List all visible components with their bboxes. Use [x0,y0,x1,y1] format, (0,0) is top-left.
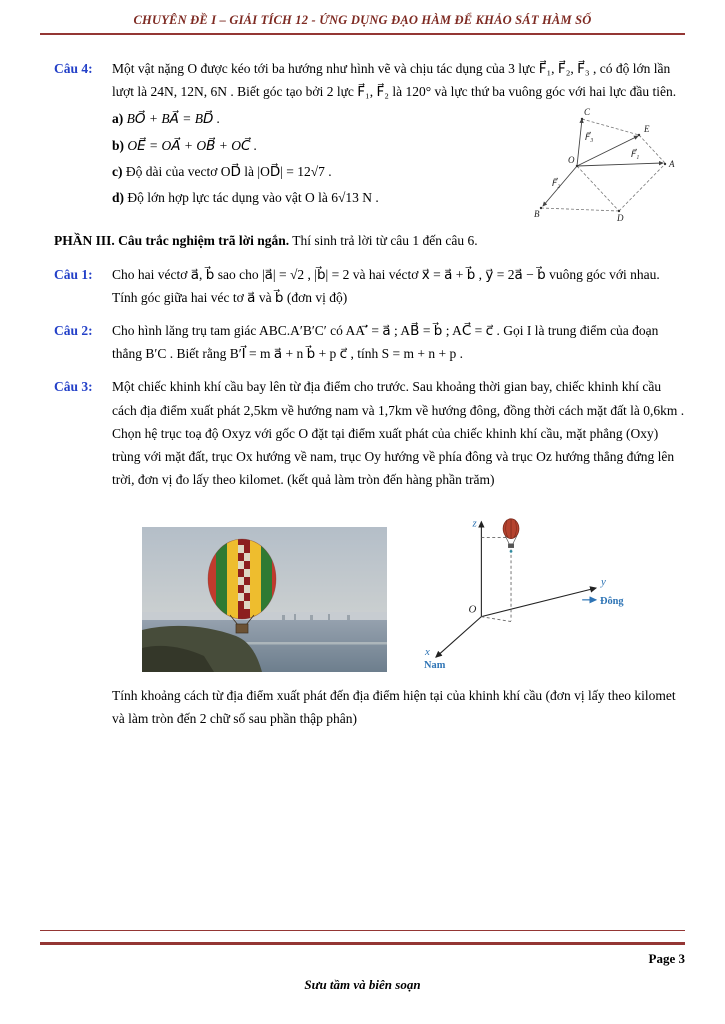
axis-z-label: z [472,517,477,530]
question-2 [40,319,685,365]
question-3-figures [142,502,685,672]
point-E-label: E [644,124,650,134]
option-c [112,160,492,183]
question-4-label: Câu 4: [54,61,93,76]
coordinate-axes-figure [393,502,633,672]
footer-divider-thick [40,942,685,945]
question-3 [40,375,685,730]
direction-east-label: Đông [599,595,624,607]
coordinate-axes-image [393,502,633,672]
option-d-text: Độ lớn hợp lực tác dụng vào vật O là 6√13 N . [127,190,379,206]
force-1-label: F⃗₁ [631,149,640,159]
page-number: Page 3 [648,951,685,966]
point-C-label: C [584,107,591,117]
option-c-label: c) [112,163,123,179]
page-header [0,0,725,35]
question-3-label: Câu 3: [54,379,93,395]
option-a-text: BO⃗ + BA⃗ = BD⃗ . [126,111,221,127]
point-D-label: D [617,213,624,223]
question-1 [40,263,685,309]
document-title: CHUYÊN ĐỀ I – GIẢI TÍCH 12 - ỨNG DỤNG ĐẠO HÀM ĐỂ KHẢO SÁT HÀM SỐ [133,13,592,27]
footer-credit: Sưu tầm và biên soạn [304,977,421,992]
option-d [112,186,492,209]
question-1-label: Câu 1: [54,266,93,282]
axis-x-label: x [425,645,430,658]
question-2-text: Cho hình lăng trụ tam giác ABC.A′B′C′ có AA′⃗ = a⃗ ; AB⃗ = b⃗ ; AC⃗ = c⃗ . Gọi I là trung điểm của đoạn thẳng B′C . Biết rằng B′I⃗ = m a⃗ + n b⃗ + p c⃗ , tính S = m + n + p . [112,322,659,362]
force-2-label: F⃗₂ [552,178,561,188]
page-footer [40,930,685,993]
point-O-label: O [568,155,575,165]
option-a [112,107,492,130]
direction-south-label: Nam [424,659,446,671]
option-b [112,134,492,157]
question-4-intro: Một vật nặng O được kéo tới ba hướng như hình vẽ và chịu tác dụng của 3 lực F⃗₁, F⃗₂, F⃗₃ , có độ lớn lần lượt là 24N, 12N, 6N . Biết góc tạo bởi 2 lực F⃗₁, F⃗₂ là 120° và lực thứ ba vuông góc với hai lực đầu tiên. [112,61,677,100]
question-3-text: Một chiếc khinh khí cầu bay lên từ địa điểm cho trước. Sau khoảng thời gian bay, chiếc khinh khí cầu cách địa điểm xuất phát 2,5km về hướng nam và 1,7km về hướng đông, đồng thời cách mặt đất là 0,6km . Chọn hệ trục toạ độ Oxyz với gốc O đặt tại điểm xuất phát của chiếc khinh khí cầu, mặt phẳng (Oxy) trùng với mặt đất, trục Ox hướng về nam, trục Oy hướng về phía đông và trục Oz hướng thẳng đứng lên trời, đơn vị đo lấy theo kilomet. (kết quả làm tròn đến hàng phần trăm) [112,379,685,488]
option-c-text: Độ dài của vectơ OD⃗ là |OD⃗| = 12√7 . [125,163,332,179]
point-B-label: B [534,209,540,219]
question-3-final: Tính khoảng cách từ địa điểm xuất phát đến địa điểm hiện tại của khinh khí cầu (đơn vị lấy theo kilomet và làm tròn đến 2 chữ số sau phần thập phân) [112,687,676,726]
force-diagram-image [525,106,685,228]
part3-heading-sub: Thí sinh trả lời từ câu 1 đến câu 6. [289,233,478,249]
part3-heading-bold: PHẦN III. Câu trắc nghiệm trã lời ngắn. [54,233,290,249]
option-b-label: b) [112,137,125,153]
option-a-label: a) [112,111,124,127]
balloon-photo-image [142,527,387,672]
question-4-options [112,107,492,209]
origin-label: O [468,603,477,616]
footer-divider-thin [40,930,685,931]
force-3-label: F⃗₃ [585,132,594,142]
option-b-text: OE⃗ = OA⃗ + OB⃗ + OC⃗ . [127,137,258,153]
question-1-text: Cho hai véctơ a⃗, b⃗ sao cho |a⃗| = √2 , |b⃗| = 2 và hai véctơ x⃗ = a⃗ + b⃗ , y⃗ = 2a⃗ − b⃗ vuông góc với nhau. Tính góc giữa hai véc tơ a⃗ và b⃗ (đơn vị độ) [112,266,660,305]
balloon-photo [142,527,387,672]
question-2-label: Câu 2: [54,322,93,338]
point-A-label: A [669,159,675,169]
force-diagram [525,106,685,233]
axis-y-label: y [600,575,606,588]
option-d-label: d) [112,190,125,206]
